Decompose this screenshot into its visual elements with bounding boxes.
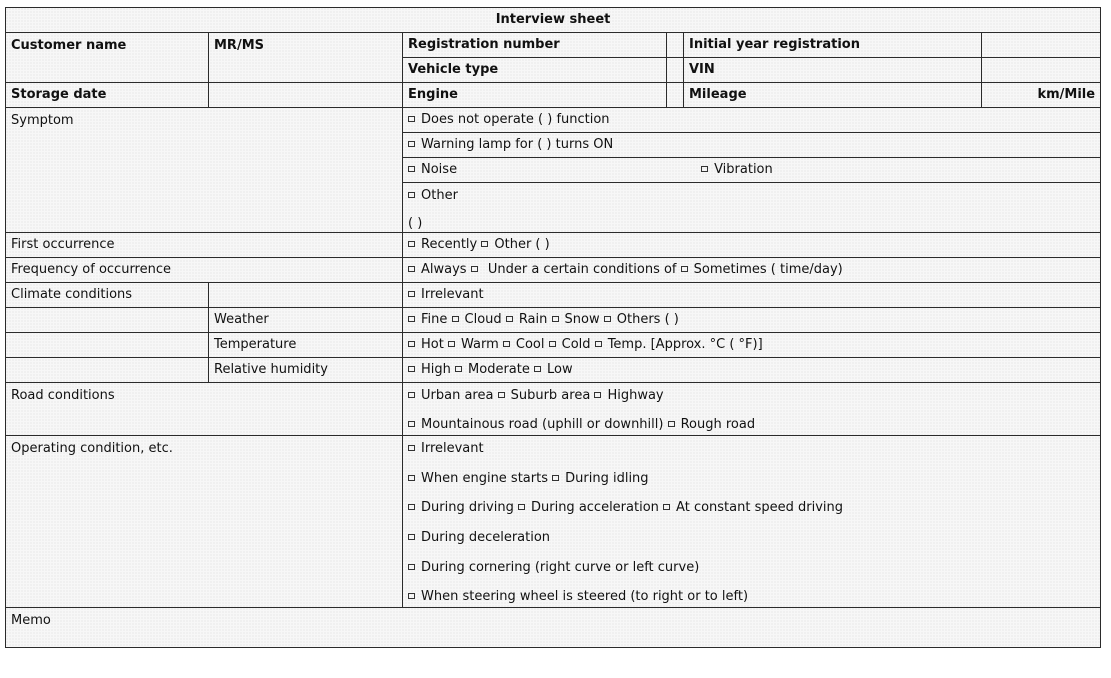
customer-name-label: Customer name [6,33,209,83]
checkbox-icon[interactable] [518,504,525,510]
checkbox-icon[interactable] [408,504,415,510]
frequency-options[interactable]: Always Under a certain conditions of Sometimes ( time/day) [403,258,1101,283]
symptom-label: Symptom [6,108,403,233]
checkbox-icon[interactable] [481,241,488,247]
checkbox-icon[interactable] [448,341,455,347]
checkbox-icon[interactable] [594,392,601,398]
checkbox-icon[interactable] [668,421,675,427]
registration-number-label: Registration number [403,33,667,58]
road-label: Road conditions [6,383,403,436]
first-occurrence-options[interactable]: Recently Other ( ) [403,233,1101,258]
sheet-title: Interview sheet [6,8,1101,33]
checkbox-icon[interactable] [452,316,459,322]
vin-label: VIN [684,58,982,83]
engine-label: Engine [403,83,667,108]
temperature-blank [6,333,209,358]
initial-year-registration-value[interactable] [982,33,1101,58]
checkbox-icon[interactable] [408,166,415,172]
checkbox-icon[interactable] [471,266,478,272]
interview-sheet-table [5,7,1101,648]
registration-number-value[interactable] [667,33,684,58]
storage-date-value[interactable] [209,83,403,108]
storage-date-label: Storage date [6,83,209,108]
checkbox-icon[interactable] [604,316,611,322]
memo-field[interactable]: Memo [6,608,1101,648]
first-occurrence-label: First occurrence [6,233,403,258]
humidity-label: Relative humidity [209,358,403,383]
climate-irrelevant[interactable]: Irrelevant [403,283,1101,308]
checkbox-icon[interactable] [408,366,415,372]
checkbox-icon[interactable] [408,421,415,427]
checkbox-icon[interactable] [549,341,556,347]
checkbox-icon[interactable] [408,593,415,599]
checkbox-icon[interactable] [663,504,670,510]
symptom-option-noise-vibration[interactable]: Noise Vibration [403,158,1101,183]
checkbox-icon[interactable] [408,475,415,481]
weather-options[interactable]: Fine Cloud Rain Snow Others ( ) [403,308,1101,333]
checkbox-icon[interactable] [408,241,415,247]
vehicle-type-value[interactable] [667,58,684,83]
checkbox-icon[interactable] [408,141,415,147]
initial-year-registration-label: Initial year registration [684,33,982,58]
mileage-label: Mileage [684,83,982,108]
engine-value[interactable] [667,83,684,108]
frequency-label: Frequency of occurrence [6,258,403,283]
checkbox-icon[interactable] [408,534,415,540]
checkbox-icon[interactable] [503,341,510,347]
symptom-option-not-operate[interactable]: Does not operate ( ) function [403,108,1101,133]
checkbox-icon[interactable] [408,341,415,347]
checkbox-icon[interactable] [498,392,505,398]
checkbox-icon[interactable] [534,366,541,372]
checkbox-icon[interactable] [681,266,688,272]
symptom-other-parens: ( ) [408,216,423,231]
symptom-option-warning-lamp[interactable]: Warning lamp for ( ) turns ON [403,133,1101,158]
weather-blank [6,308,209,333]
checkbox-icon[interactable] [408,116,415,122]
checkbox-icon[interactable] [408,266,415,272]
checkbox-icon[interactable] [595,341,602,347]
mileage-unit: km/Mile [982,83,1101,108]
checkbox-icon[interactable] [552,475,559,481]
checkbox-icon[interactable] [552,316,559,322]
humidity-options[interactable]: High Moderate Low [403,358,1101,383]
checkbox-icon[interactable] [408,564,415,570]
climate-label: Climate conditions [6,283,209,308]
operating-options[interactable]: Irrelevant When engine starts During idling During driving During acceleration At constant speed driving During deceleration During cornering (right curve or left curve) When steering wheel is steered (to right or to left) [403,436,1101,608]
humidity-blank [6,358,209,383]
vin-value[interactable] [982,58,1101,83]
weather-label: Weather [209,308,403,333]
mr-ms-label: MR/MS [209,33,403,83]
road-options[interactable]: Urban area Suburb area Highway Mountainous road (uphill or downhill) Rough road [403,383,1101,436]
checkbox-icon[interactable] [455,366,462,372]
operating-label: Operating condition, etc. [6,436,403,608]
temperature-label: Temperature [209,333,403,358]
climate-blank [209,283,403,308]
checkbox-icon[interactable] [408,192,415,198]
checkbox-icon[interactable] [408,316,415,322]
checkbox-icon[interactable] [408,291,415,297]
checkbox-icon[interactable] [408,445,415,451]
checkbox-icon[interactable] [506,316,513,322]
symptom-option-other[interactable]: Other ( ) [403,183,1101,233]
checkbox-icon[interactable] [408,392,415,398]
checkbox-icon[interactable] [701,166,708,172]
temperature-options[interactable]: Hot Warm Cool Cold Temp. [Approx. °C ( °F)] [403,333,1101,358]
vehicle-type-label: Vehicle type [403,58,667,83]
